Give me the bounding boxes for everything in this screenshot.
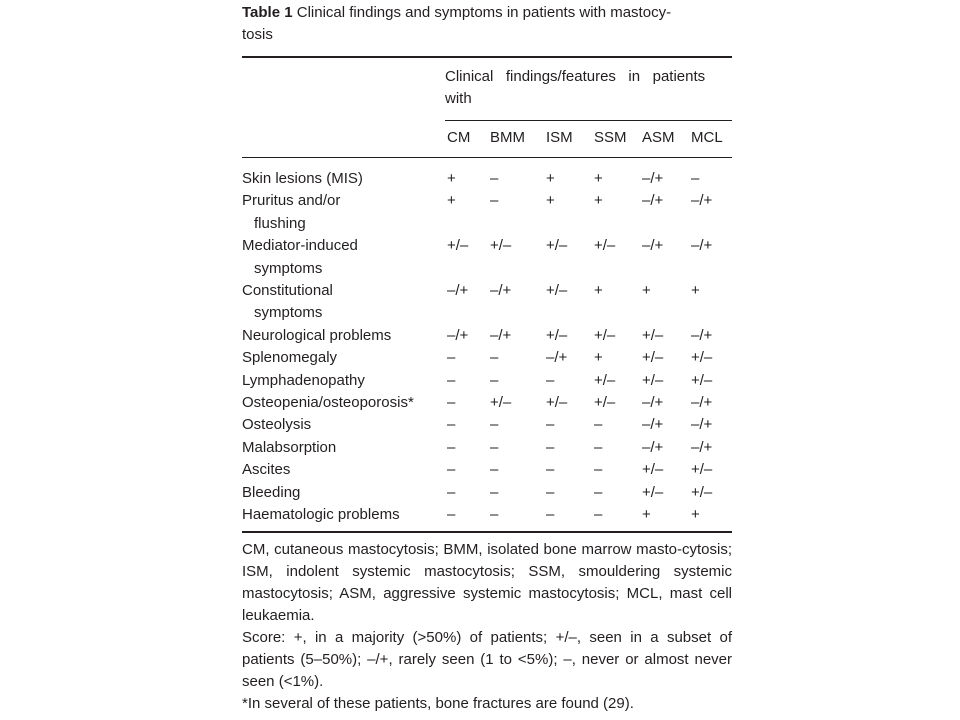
row-label-line: Ascites	[242, 461, 291, 479]
cell-ssm: +/–	[594, 394, 616, 412]
cell-ism: +/–	[546, 282, 568, 300]
cell-bmm: –	[490, 483, 499, 501]
row-label	[242, 504, 445, 530]
cell-asm: –/+	[642, 192, 664, 210]
row-label	[242, 325, 445, 347]
cell-ssm: +	[594, 282, 603, 300]
cell-ism: +/–	[546, 326, 568, 344]
table-caption-text-line1: Clinical findings and symptoms in patients with mastocy-	[292, 4, 672, 21]
table-row	[242, 190, 732, 235]
cell-mcl: +	[691, 506, 700, 524]
cell-ssm: –	[594, 438, 603, 456]
row-label-line: Osteopenia/osteoporosis*	[242, 394, 414, 412]
cell-asm: +/–	[642, 326, 664, 344]
table-row	[242, 392, 732, 414]
cell-cm: –	[447, 394, 456, 412]
cell-bmm: –/+	[490, 326, 512, 344]
table-document	[242, 2, 732, 715]
cell-asm: –/+	[642, 237, 664, 255]
column-header-asm: ASM	[642, 129, 675, 146]
cell-mcl: –/+	[691, 237, 713, 255]
row-label-line: Lymphadenopathy	[242, 371, 365, 389]
cell-ism: +	[546, 192, 555, 210]
table-row	[242, 414, 732, 436]
column-header-table	[242, 121, 732, 157]
row-label-line: symptoms	[254, 304, 323, 322]
row-label	[242, 347, 445, 369]
row-label	[242, 158, 445, 190]
row-label-line: Neurological problems	[242, 326, 392, 344]
table-row	[242, 482, 732, 504]
cell-mcl: –/+	[691, 416, 713, 434]
cell-mcl: –/+	[691, 192, 713, 210]
cell-asm: –/+	[642, 170, 664, 187]
table-row	[242, 459, 732, 481]
cell-cm: –/+	[447, 326, 469, 344]
row-label	[242, 235, 445, 280]
cell-mcl: –/+	[691, 326, 713, 344]
cell-ism: –/+	[546, 349, 568, 367]
cell-ssm: +	[594, 349, 603, 367]
cell-cm: +	[447, 192, 456, 210]
column-header-row	[242, 121, 732, 157]
column-header-mcl: MCL	[691, 129, 723, 146]
cell-ssm: +	[594, 192, 603, 210]
cell-bmm: –	[490, 438, 499, 456]
row-label-line: Bleeding	[242, 483, 301, 501]
cell-ism: –	[546, 461, 555, 479]
cell-ism: +	[546, 170, 555, 187]
cell-ism: –	[546, 438, 555, 456]
row-label	[242, 280, 445, 325]
cell-ssm: –	[594, 506, 603, 524]
table-row	[242, 347, 732, 369]
cell-cm: –	[447, 461, 456, 479]
row-label	[242, 414, 445, 436]
cell-asm: –/+	[642, 394, 664, 412]
row-label	[242, 190, 445, 235]
cell-bmm: +/–	[490, 394, 512, 412]
cell-ism: –	[546, 371, 555, 389]
cell-bmm: –	[490, 506, 499, 524]
body-table	[242, 158, 732, 531]
row-label-line: Haematologic problems	[242, 506, 400, 524]
empty-corner-cell	[242, 121, 445, 157]
table-row	[242, 437, 732, 459]
footnote-asterisk: *In several of these patients, bone fractures are found (29).	[242, 694, 634, 712]
cell-mcl: –/+	[691, 394, 713, 412]
cell-mcl: +/–	[691, 371, 713, 389]
row-label	[242, 370, 445, 392]
bottom-rule	[242, 531, 732, 533]
cell-ism: –	[546, 483, 555, 501]
row-label-line: Mediator-induced	[242, 237, 358, 255]
cell-asm: +	[642, 282, 651, 300]
row-label-line: Pruritus and/or	[242, 192, 341, 210]
cell-asm: +/–	[642, 371, 664, 389]
findings-table	[242, 58, 732, 120]
cell-cm: –	[447, 483, 456, 501]
cell-cm: –	[447, 438, 456, 456]
cell-bmm: –	[490, 416, 499, 434]
cell-asm: +/–	[642, 461, 664, 479]
cell-ssm: –	[594, 416, 603, 434]
row-label-line: Skin lesions (MIS)	[242, 170, 363, 187]
group-header-line2: with	[445, 90, 472, 107]
table-caption-label: Table 1	[242, 4, 293, 21]
cell-ssm: +/–	[594, 237, 616, 255]
group-header-row	[242, 58, 732, 120]
group-header	[445, 58, 732, 120]
cell-ism: –	[546, 416, 555, 434]
cell-ssm: –	[594, 461, 603, 479]
cell-asm: –/+	[642, 438, 664, 456]
cell-mcl: +/–	[691, 483, 713, 501]
cell-bmm: –	[490, 349, 499, 367]
cell-asm: –/+	[642, 416, 664, 434]
table-row	[242, 370, 732, 392]
table-footnotes	[242, 539, 732, 715]
row-label	[242, 392, 445, 414]
cell-cm: –	[447, 506, 456, 524]
row-label-line: Constitutional	[242, 282, 333, 300]
cell-bmm: –	[490, 192, 499, 210]
table-body	[242, 158, 732, 531]
row-label-line: Splenomegaly	[242, 349, 338, 367]
cell-ssm: –	[594, 483, 603, 501]
cell-mcl: –/+	[691, 438, 713, 456]
cell-ssm: +/–	[594, 326, 616, 344]
row-label	[242, 482, 445, 504]
cell-ism: –	[546, 506, 555, 524]
cell-asm: +/–	[642, 349, 664, 367]
table-row	[242, 235, 732, 280]
cell-cm: –	[447, 371, 456, 389]
table-caption	[242, 2, 732, 46]
column-header-ism: ISM	[546, 129, 573, 146]
cell-ssm: +/–	[594, 371, 616, 389]
cell-ism: +/–	[546, 237, 568, 255]
cell-cm: +/–	[447, 237, 469, 255]
cell-bmm: –	[490, 371, 499, 389]
cell-mcl: –	[691, 170, 700, 187]
cell-ism: +/–	[546, 394, 568, 412]
row-label-line: Malabsorption	[242, 438, 337, 456]
cell-ssm: +	[594, 170, 603, 187]
cell-cm: +	[447, 170, 456, 187]
column-header-bmm: BMM	[490, 129, 525, 146]
cell-cm: –/+	[447, 282, 469, 300]
table-row	[242, 504, 732, 530]
cell-bmm: –	[490, 461, 499, 479]
cell-mcl: +/–	[691, 349, 713, 367]
group-header-line1: Clinical findings/features in patients	[445, 68, 706, 85]
cell-cm: –	[447, 349, 456, 367]
column-header-cm: CM	[447, 129, 471, 146]
table-row	[242, 280, 732, 325]
cell-asm: +	[642, 506, 651, 524]
cell-mcl: +/–	[691, 461, 713, 479]
table-row	[242, 325, 732, 347]
cell-asm: +/–	[642, 483, 664, 501]
row-label	[242, 459, 445, 481]
column-header-ssm: SSM	[594, 129, 627, 146]
row-label-line: flushing	[254, 214, 306, 232]
footnote-abbreviations: CM, cutaneous mastocytosis; BMM, isolated bone marrow masto-cytosis; ISM, indolent systemic mastocytosis; SSM, smouldering systemic mastocytosis; ASM, aggressive systemic mastocytosis; MCL, mast cell leukaemia.	[242, 540, 732, 624]
cell-cm: –	[447, 416, 456, 434]
cell-bmm: +/–	[490, 237, 512, 255]
row-label	[242, 437, 445, 459]
footnote-score: Score: +, in a majority (>50%) of patients; +/–, seen in a subset of patients (5–50%); –/+, rarely seen (1 to <5%); –, never or almost never seen (<1%).	[242, 628, 732, 690]
cell-bmm: –	[490, 170, 499, 187]
table-row	[242, 158, 732, 190]
row-label-line: Osteolysis	[242, 416, 312, 434]
empty-corner-cell	[242, 58, 445, 120]
row-label-line: symptoms	[254, 259, 323, 277]
table-caption-text-line2: tosis	[242, 26, 273, 43]
cell-mcl: +	[691, 282, 700, 300]
cell-bmm: –/+	[490, 282, 512, 300]
